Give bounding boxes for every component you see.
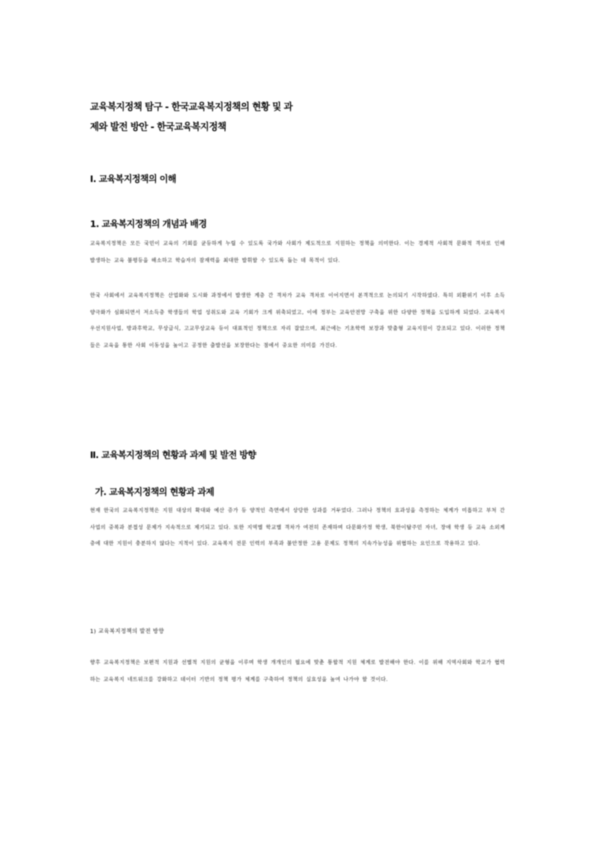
section-1-1-heading: 1. 교육복지정책의 개념과 배경 (90, 220, 207, 230)
section-2-2-subheading: 1) 교육복지정책의 발전 방향 (90, 629, 165, 635)
section-1-heading: Ⅰ. 교육복지정책의 이해 (90, 175, 177, 185)
paragraph-2: 한국 사회에서 교육복지정책은 산업화와 도시화 과정에서 발생한 계층 간 격차가 교육 격차로 이어지면서 본격적으로 논의되기 시작하였다. 특히 외환위기 이후 소득 양극화가 심화되면서 저소득층 학생들의 학업 성취도와 교육 기회가 크게 위축되었고, 이에 정부는 교육안전망 구축을 위한 다양한 정책을 도입하게 되었다. 교육복지우선지원사업, 방과후학교, 무상급식, 고교무상교육 등이 대표적인 정책으로 자리 잡았으며, 최근에는 기초학력 보장과 맞춤형 교육지원이 강조되고 있다. 이러한 정책들은 교육을 통한 사회 이동성을 높이고 공정한 출발선을 보장한다는 점에서 중요한 의미를 가진다. (90, 293, 505, 349)
section-2-heading: Ⅱ. 교육복지정책의 현황과 과제 및 발전 방향 (90, 451, 256, 461)
document-title-line-2: 제와 발전 방안 - 한국교육복지정책 (90, 122, 227, 133)
section-2-1-heading: 가. 교육복지정책의 현황과 과제 (95, 488, 215, 498)
paragraph-4: 향후 교육복지정책은 보편적 지원과 선별적 지원의 균형을 이루며 학생 개개인의 필요에 맞춘 통합적 지원 체계로 발전해야 한다. 이를 위해 지역사회와 학교가 협력하는 교육복지 네트워크를 강화하고 데이터 기반의 정책 평가 체계를 구축하여 정책의 실효성을 높여 나가야 할 것이다. (90, 660, 505, 683)
document-title-line-1: 교육복지정책 탐구 - 한국교육복지정책의 현황 및 과 (90, 102, 293, 113)
paragraph-3: 현재 한국의 교육복지정책은 지원 대상의 확대와 예산 증가 등 양적인 측면에서 상당한 성과를 거두었다. 그러나 정책의 효과성을 측정하는 체계가 미흡하고 부처 간 사업의 중복과 분절성 문제가 지속적으로 제기되고 있다. 또한 지역별 학교별 격차가 여전히 존재하며 다문화가정 학생, 북한이탈주민 자녀, 장애 학생 등 교육 소외계층에 대한 지원이 충분하지 않다는 지적이 있다. 교육복지 전문 인력의 부족과 불안정한 고용 문제도 정책의 지속가능성을 위협하는 요인으로 작용하고 있다. (90, 508, 505, 547)
paragraph-1: 교육복지정책은 모든 국민이 교육의 기회를 균등하게 누릴 수 있도록 국가와 사회가 제도적으로 지원하는 정책을 의미한다. 이는 경제적 사회적 문화적 격차로 인해 발생하는 교육 불평등을 해소하고 학습자의 잠재력을 최대한 발휘할 수 있도록 돕는 데 목적이 있다. (90, 241, 505, 264)
